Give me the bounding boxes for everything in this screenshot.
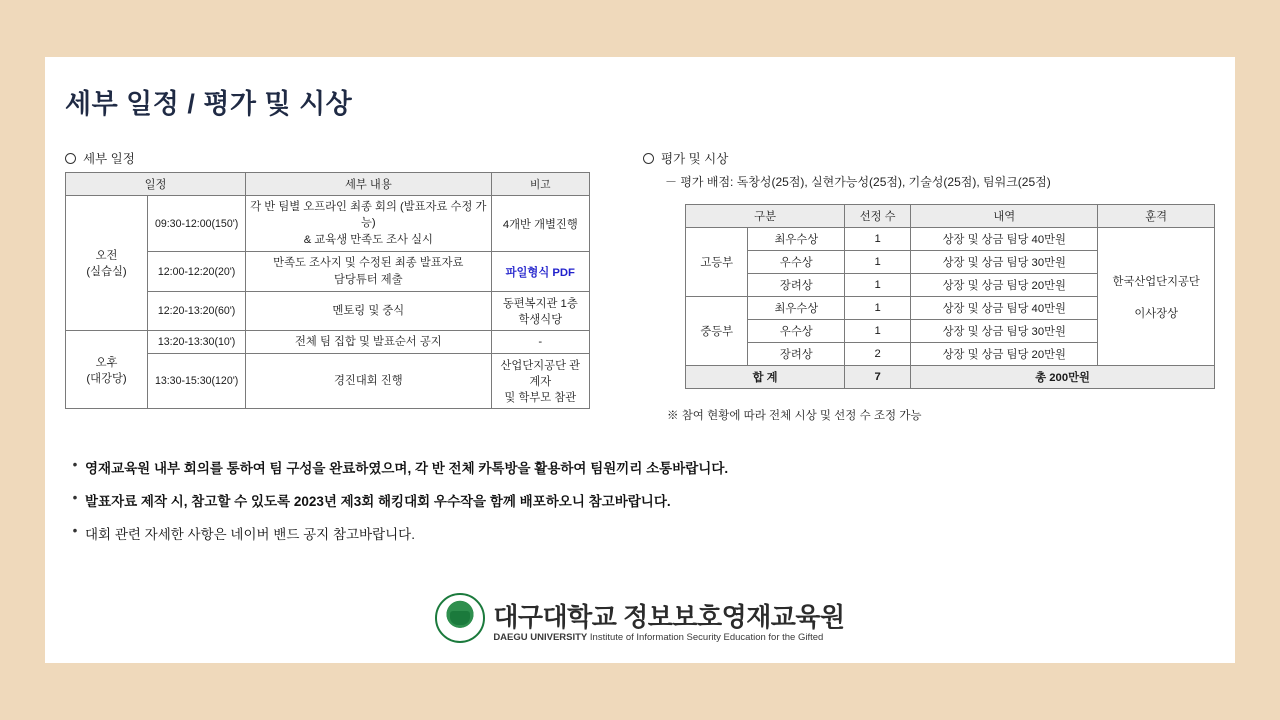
logo-subtitle-rest: Institute of Information Security Education for the Gifted xyxy=(589,632,824,644)
page-title: 세부 일정 / 평가 및 시상 xyxy=(65,89,353,119)
col-header-detail: 세부 내용 xyxy=(246,173,491,196)
group-label-high: 고등부 xyxy=(686,228,748,297)
award-footnote: ※ 참여 현황에 따라 전체 시상 및 선정 수 조정 가능 xyxy=(667,410,922,422)
cell-detail-line1: 만족도 조사지 및 수정된 최종 발표자료 xyxy=(273,257,464,270)
footer-logo xyxy=(45,593,1235,643)
cell-detail-line2: 담당튜터 제출 xyxy=(334,273,403,286)
cell-detail xyxy=(246,196,491,252)
cell-note-line1: 산업단지공단 관계자 xyxy=(500,360,581,389)
cell-count: 1 xyxy=(845,274,911,297)
cell-note-line1: 동편복지관 1층 xyxy=(502,297,578,310)
cell-note-line1: 4개반 개별진행 xyxy=(502,218,578,231)
table-row xyxy=(66,330,590,353)
col-header-schedule: 일정 xyxy=(66,173,246,196)
table-row xyxy=(686,228,1215,251)
cell-detail: 전체 팀 집합 및 발표순서 공지 xyxy=(246,330,491,353)
table-header-row xyxy=(66,173,590,196)
cell-detail: 상장 및 상금 팀당 30만원 xyxy=(911,251,1098,274)
group-label-line2: (실습실) xyxy=(86,265,127,278)
award-score-note: － 평가 배점: 독창성(25점), 실현가능성(25점), 기술성(25점), 팀워크(25점) xyxy=(665,175,1051,189)
cell-count: 2 xyxy=(845,343,911,366)
cell-detail: 멘토링 및 중식 xyxy=(246,291,491,330)
group-label-middle: 중등부 xyxy=(686,297,748,366)
cell-count: 1 xyxy=(845,251,911,274)
ring-bullet-icon xyxy=(643,153,654,164)
logo-text xyxy=(493,601,845,644)
cell-count: 1 xyxy=(845,228,911,251)
section-header-award xyxy=(643,149,728,167)
group-label-morning xyxy=(66,196,148,331)
cell-detail: 상장 및 상금 팀당 20만원 xyxy=(911,274,1098,297)
cell-detail-line2: & 교육생 만족도 조사 실시 xyxy=(303,233,433,246)
list-item-label: 영재교육원 내부 회의를 통하여 팀 구성을 완료하였으며, 각 반 전체 카톡방을 활용하여 팀원끼리 소통바랍니다. xyxy=(85,461,729,476)
cell-detail: 상장 및 상금 팀당 30만원 xyxy=(911,320,1098,343)
col-header-count: 선정 수 xyxy=(845,205,911,228)
cell-detail: 상장 및 상금 팀당 40만원 xyxy=(911,228,1098,251)
logo-subtitle xyxy=(493,633,844,643)
bullet-dot-icon: • xyxy=(72,490,78,505)
list-item xyxy=(65,523,1165,543)
cell-total-count: 7 xyxy=(845,366,911,389)
logo-subtitle-bold: DAEGU UNIVERSITY xyxy=(493,632,588,644)
col-header-note: 비고 xyxy=(491,173,589,196)
cell-note: - xyxy=(491,330,589,353)
cell-note xyxy=(491,291,589,330)
group-label-line1: 오전 xyxy=(95,249,118,262)
cell-detail xyxy=(246,252,491,292)
cell-medal-line1: 한국산업단지공단 xyxy=(1112,275,1200,288)
bullet-dot-icon: • xyxy=(72,457,78,472)
cell-detail: 경진대회 진행 xyxy=(246,354,491,409)
group-label-line1: 오후 xyxy=(95,356,118,369)
col-header-detail: 내역 xyxy=(911,205,1098,228)
section-header-schedule xyxy=(65,149,135,167)
section-header-award-label: 평가 및 시상 xyxy=(661,152,729,166)
cell-note-line2: 학생식당 xyxy=(518,313,563,326)
cell-note xyxy=(491,354,589,409)
list-item-label: 발표자료 제작 시, 참고할 수 있도록 2023년 제3회 해킹대회 우수작을 함께 배포하오니 참고바랍니다. xyxy=(85,494,671,509)
table-row-total xyxy=(686,366,1215,389)
table-header-row xyxy=(686,205,1215,228)
cell-medal xyxy=(1098,228,1215,366)
award-table xyxy=(685,204,1215,389)
list-item xyxy=(65,490,1165,510)
cell-detail: 상장 및 상금 팀당 40만원 xyxy=(911,297,1098,320)
slide-canvas xyxy=(45,57,1235,663)
schedule-table xyxy=(65,172,590,409)
group-label-afternoon xyxy=(66,330,148,408)
cell-medal-line2: 이사장상 xyxy=(1134,307,1179,320)
cell-time: 12:00-12:20(20') xyxy=(148,252,246,292)
cell-total-detail: 총 200만원 xyxy=(911,366,1215,389)
cell-note xyxy=(491,196,589,252)
cell-prize: 장려상 xyxy=(748,274,845,297)
section-header-schedule-label: 세부 일정 xyxy=(83,152,135,166)
bullet-list xyxy=(65,457,1165,556)
col-header-medal: 훈격 xyxy=(1098,205,1215,228)
cell-time: 13:20-13:30(10') xyxy=(148,330,246,353)
bullet-dot-icon: • xyxy=(72,523,78,538)
university-seal-icon xyxy=(435,593,485,643)
cell-time: 12:20-13:20(60') xyxy=(148,291,246,330)
col-header-category: 구분 xyxy=(686,205,845,228)
cell-count: 1 xyxy=(845,297,911,320)
cell-prize: 최우수상 xyxy=(748,297,845,320)
cell-prize: 최우수상 xyxy=(748,228,845,251)
group-label-line2: (대강당) xyxy=(86,372,127,385)
cell-detail-line1: 각 반 팀별 오프라인 최종 회의 (발표자료 수정 가능) xyxy=(250,201,487,230)
list-item xyxy=(65,457,1165,477)
cell-count: 1 xyxy=(845,320,911,343)
table-row xyxy=(66,196,590,252)
cell-note-pdf-link[interactable]: 파일형식 PDF xyxy=(505,266,575,279)
cell-prize: 우수상 xyxy=(748,251,845,274)
cell-total-label: 합 계 xyxy=(686,366,845,389)
ring-bullet-icon xyxy=(65,153,76,164)
cell-detail: 상장 및 상금 팀당 20만원 xyxy=(911,343,1098,366)
cell-prize: 우수상 xyxy=(748,320,845,343)
list-item-label: 대회 관련 자세한 사항은 네이버 밴드 공지 참고바랍니다. xyxy=(85,527,415,542)
cell-time: 09:30-12:00(150') xyxy=(148,196,246,252)
cell-prize: 장려상 xyxy=(748,343,845,366)
cell-note-line2: 및 학부모 참관 xyxy=(504,392,577,405)
cell-note xyxy=(491,252,589,292)
logo-title: 대구대학교 정보보호영재교육원 xyxy=(493,601,845,632)
cell-time: 13:30-15:30(120') xyxy=(148,354,246,409)
